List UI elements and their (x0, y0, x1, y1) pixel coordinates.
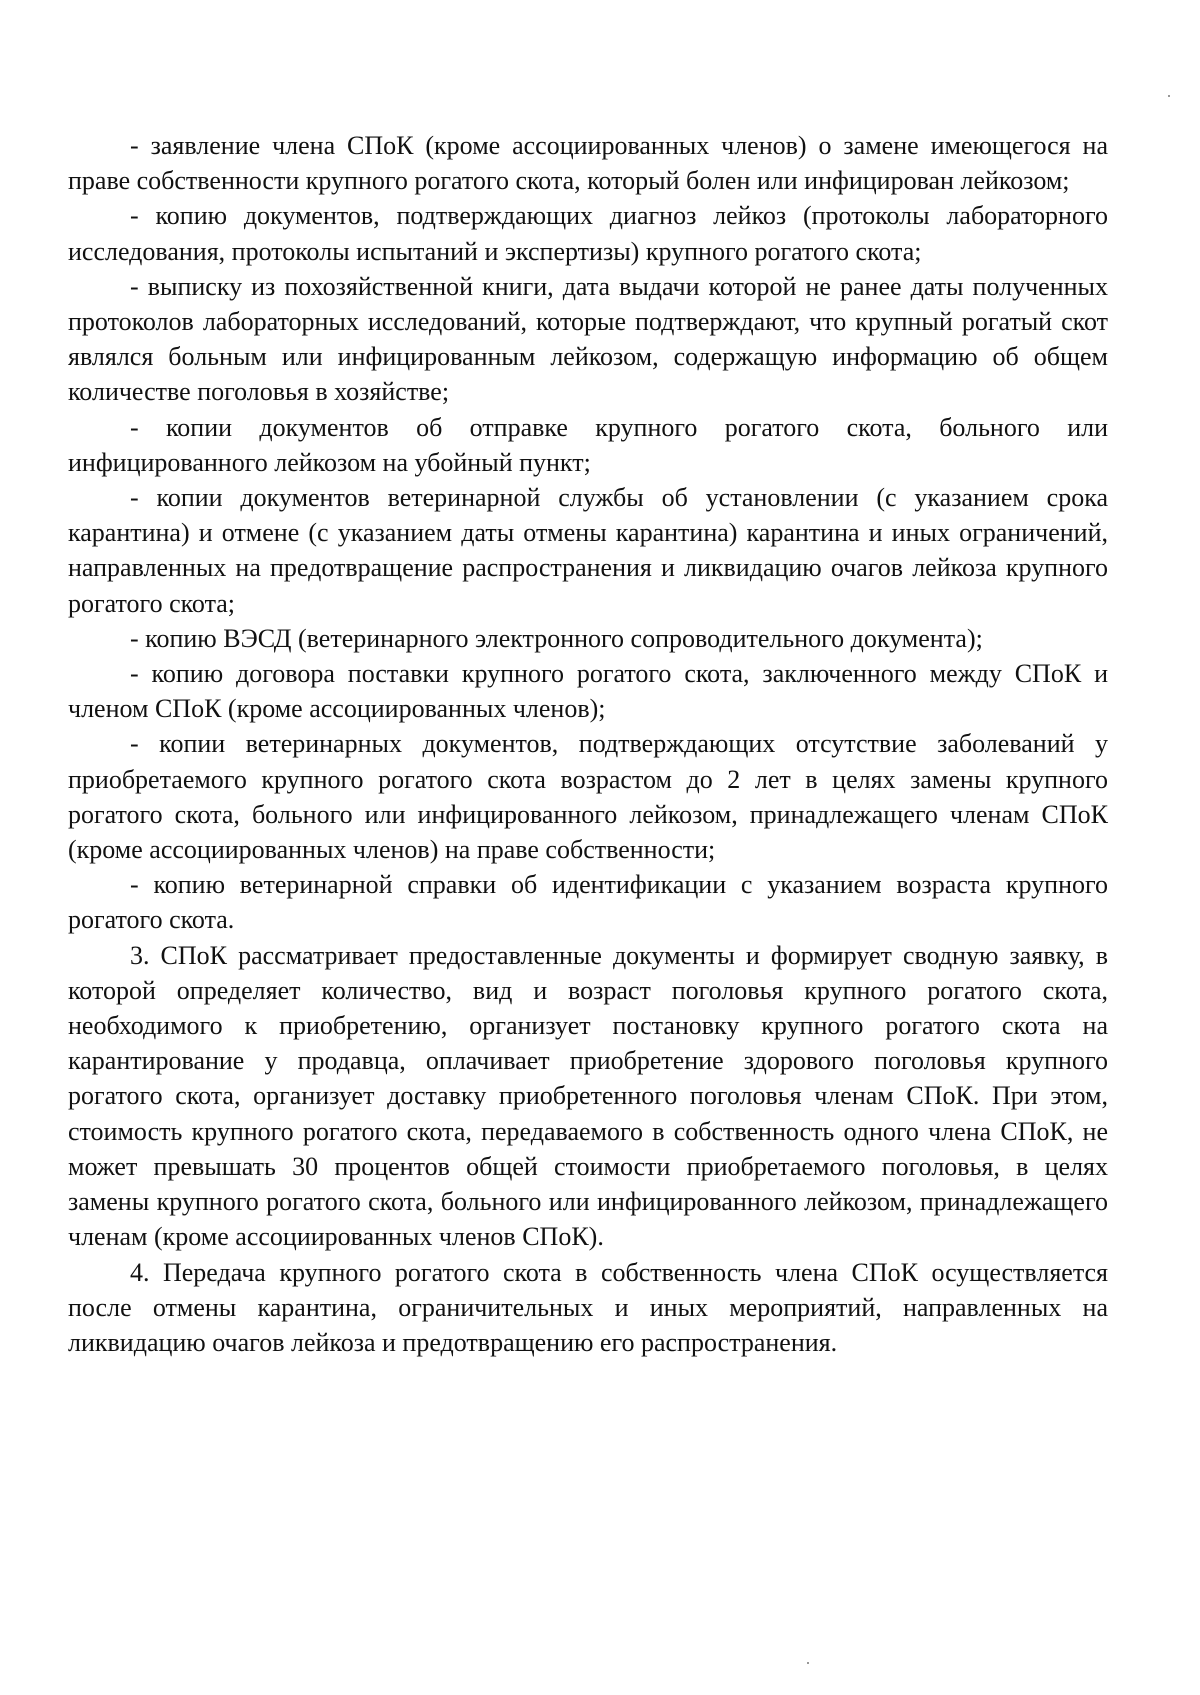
paragraph-vesd-copy: - копию ВЭСД (ветеринарного электронного сопроводительного документа); (130, 623, 983, 653)
document-body (68, 128, 1108, 1360)
paragraph-diagnosis-documents: - копию документов, подтверждающих диагноз лейкоз (протоколы лабораторного исследования, протоколы испытаний и экспертизы) крупного рогатого скота; (68, 201, 1108, 266)
paragraph-quarantine-documents: - копии документов ветеринарной службы об установлении (с указанием срока карантина) и отмене (с указанием даты отмены карантина) карантина и иных ограничений, направленных на предотвращение распространения и ликвидацию очагов лейкоза крупного рогатого скота; (68, 483, 1108, 618)
scan-speck (807, 1662, 809, 1664)
paragraph-slaughter-documents: - копии документов об отправке крупного рогатого скота, больного или инфицированного лейкозом на убойный пункт; (68, 412, 1108, 477)
paragraph-member-application: - заявление члена СПоК (кроме ассоциированных членов) о замене имеющегося на праве собственности крупного рогатого скота, который болен или инфицирован лейкозом; (68, 131, 1108, 196)
scan-speck (1168, 95, 1170, 97)
paragraph-section-3: 3. СПоК рассматривает предоставленные документы и формирует сводную заявку, в которой определяет количество, вид и возраст поголовья крупного рогатого скота, необходимого к приобретению, организует постановку крупного рогатого скота на карантирование у продавца, оплачивает приобретение здорового поголовья крупного рогатого скота, организует доставку приобретенного поголовья членам СПоК. При этом, стоимость крупного рогатого скота, передаваемого в собственность одного члена СПоК, не может превышать 30 процентов общей стоимости приобретаемого поголовья, в целях замены крупного рогатого скота, больного или инфицированного лейкозом, принадлежащего членам (кроме ассоциированных членов СПоК). (68, 940, 1108, 1252)
paragraph-section-4: 4. Передача крупного рогатого скота в собственность члена СПоК осуществляется после отмены карантина, ограничительных и иных мероприятий, направленных на ликвидацию очагов лейкоза и предотвращению его распространения. (68, 1257, 1108, 1357)
paragraph-household-book-extract: - выписку из похозяйственной книги, дата выдачи которой не ранее даты полученных протоколов лабораторных исследований, которые подтверждают, что крупный рогатый скот являлся больным или инфицированным лейкозом, содержащую информацию об общем количестве поголовья в хозяйстве; (68, 271, 1108, 407)
paragraph-identification-certificate: - копию ветеринарной справки об идентификации с указанием возраста крупного рогатого скота. (68, 870, 1108, 935)
paragraph-veterinary-documents: - копии ветеринарных документов, подтверждающих отсутствие заболеваний у приобретаемого крупного рогатого скота возрастом до 2 лет в целях замены крупного рогатого скота, больного или инфицированного лейкозом, принадлежащего членам СПоК (кроме ассоциированных членов) на праве собственности; (68, 729, 1108, 865)
paragraph-supply-contract: - копию договора поставки крупного рогатого скота, заключенного между СПоК и членом СПоК (кроме ассоциированных членов); (68, 659, 1108, 724)
